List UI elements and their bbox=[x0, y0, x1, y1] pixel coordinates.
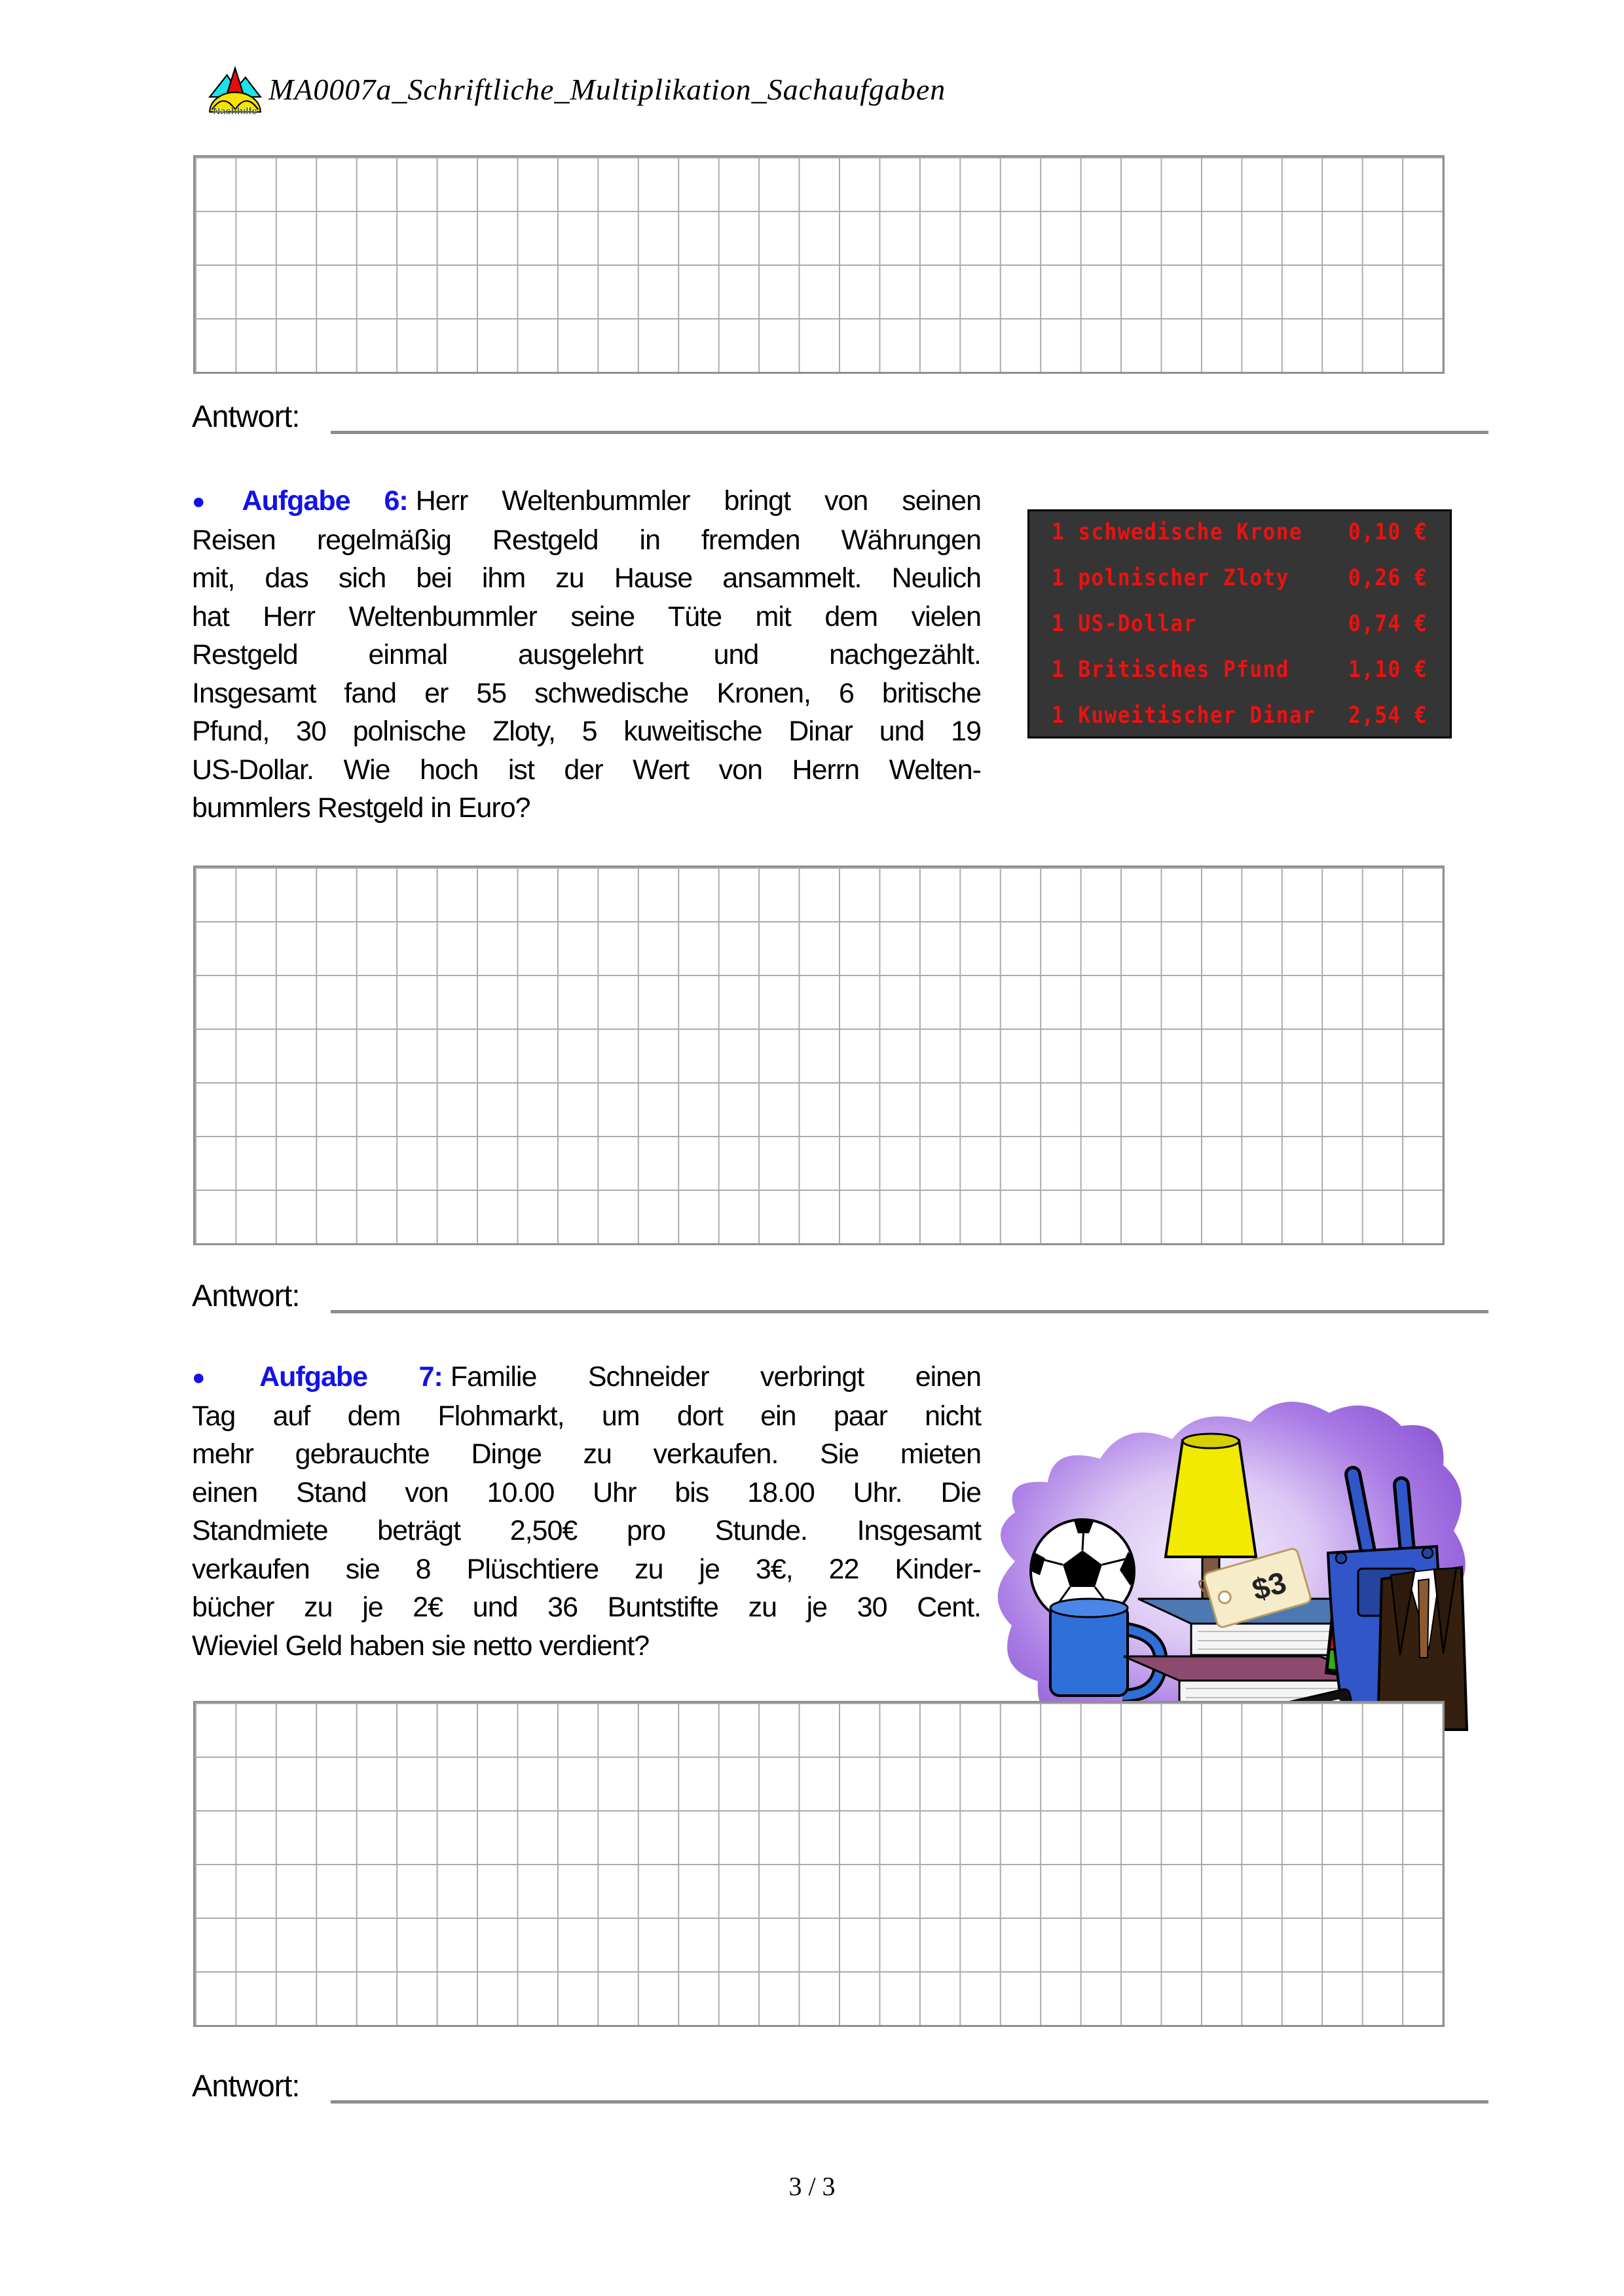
task-7-paragraph: ● Aufgabe 7: Familie Schneider verbringt einen Tag auf dem Flohmarkt, um dort ein paar nicht mehr gebrauchte Dinge zu verkaufen. Sie mieten einen Stand von 10.00 Uhr bis 18.00 Uhr. Die Standmiete beträgt 2,50€ pro Stunde. Insgesamt verkaufen sie 8 Plüschtiere zu je 3€, 22 Kinder- bücher zu je 2€ und 36 Buntstifte zu je 30 Cent. Wieviel Geld haben sie netto verdient? bbox=[192, 1361, 981, 1662]
page-title: MA0007a_Schriftliche_Multiplikation_Sachaufgaben bbox=[268, 73, 946, 106]
answer-row-3 bbox=[192, 2068, 1492, 2113]
logo-text: Nachhilfe bbox=[213, 105, 257, 117]
task-6-paragraph: ● Aufgabe 6: Herr Weltenbummler bringt von seinen Reisen regelmäßig Restgeld in fremden Währungen mit, das sich bei ihm zu Hause ansammelt. Neulich hat Herr Weltenbummler seine Tüte mit dem vielen Restgeld einmal ausgelehrt und nachgezählt. Insgesamt fand er 55 schwedische Kronen, 6 britische Pfund, 30 polnische Zloty, 5 kuweitische Dinar und 19 US-Dollar. Wie hoch ist der Wert von Herrn Welten- bummlers Restgeld in Euro? bbox=[192, 485, 981, 824]
currency-rate-board bbox=[1027, 509, 1452, 738]
task-bullet-icon: ● bbox=[192, 1365, 249, 1390]
task-6-label: Aufgabe 6: bbox=[242, 485, 408, 517]
answer-label: Antwort: bbox=[192, 2068, 300, 2103]
rate-row: 1 Britisches Pfund 1,10 € bbox=[1052, 656, 1428, 683]
answer-label: Antwort: bbox=[192, 1278, 300, 1313]
calculation-grid-2[interactable] bbox=[193, 866, 1445, 1245]
answer-blank-line[interactable] bbox=[331, 2100, 1488, 2104]
answer-row-2 bbox=[192, 1277, 1492, 1323]
rate-row: 1 schwedische Krone 0,10 € bbox=[1052, 519, 1428, 546]
answer-blank-line[interactable] bbox=[331, 431, 1488, 434]
answer-blank-line[interactable] bbox=[331, 1310, 1488, 1313]
task-7-label: Aufgabe 7: bbox=[259, 1361, 443, 1393]
calculation-grid-1[interactable] bbox=[193, 155, 1445, 374]
page-number: 3 / 3 bbox=[788, 2172, 836, 2201]
answer-label: Antwort: bbox=[192, 399, 300, 433]
task-bullet-icon: ● bbox=[192, 489, 232, 514]
rate-row: 1 Kuweitischer Dinar 2,54 € bbox=[1052, 702, 1428, 729]
price-tag-text: $3 bbox=[1248, 1565, 1290, 1607]
rate-row: 1 US-Dollar 0,74 € bbox=[1052, 610, 1428, 638]
rate-row: 1 polnischer Zloty 0,26 € bbox=[1052, 564, 1428, 592]
nachhilfe-logo bbox=[206, 65, 264, 119]
answer-row-1 bbox=[192, 398, 1492, 444]
calculation-grid-3[interactable] bbox=[193, 1701, 1445, 2027]
